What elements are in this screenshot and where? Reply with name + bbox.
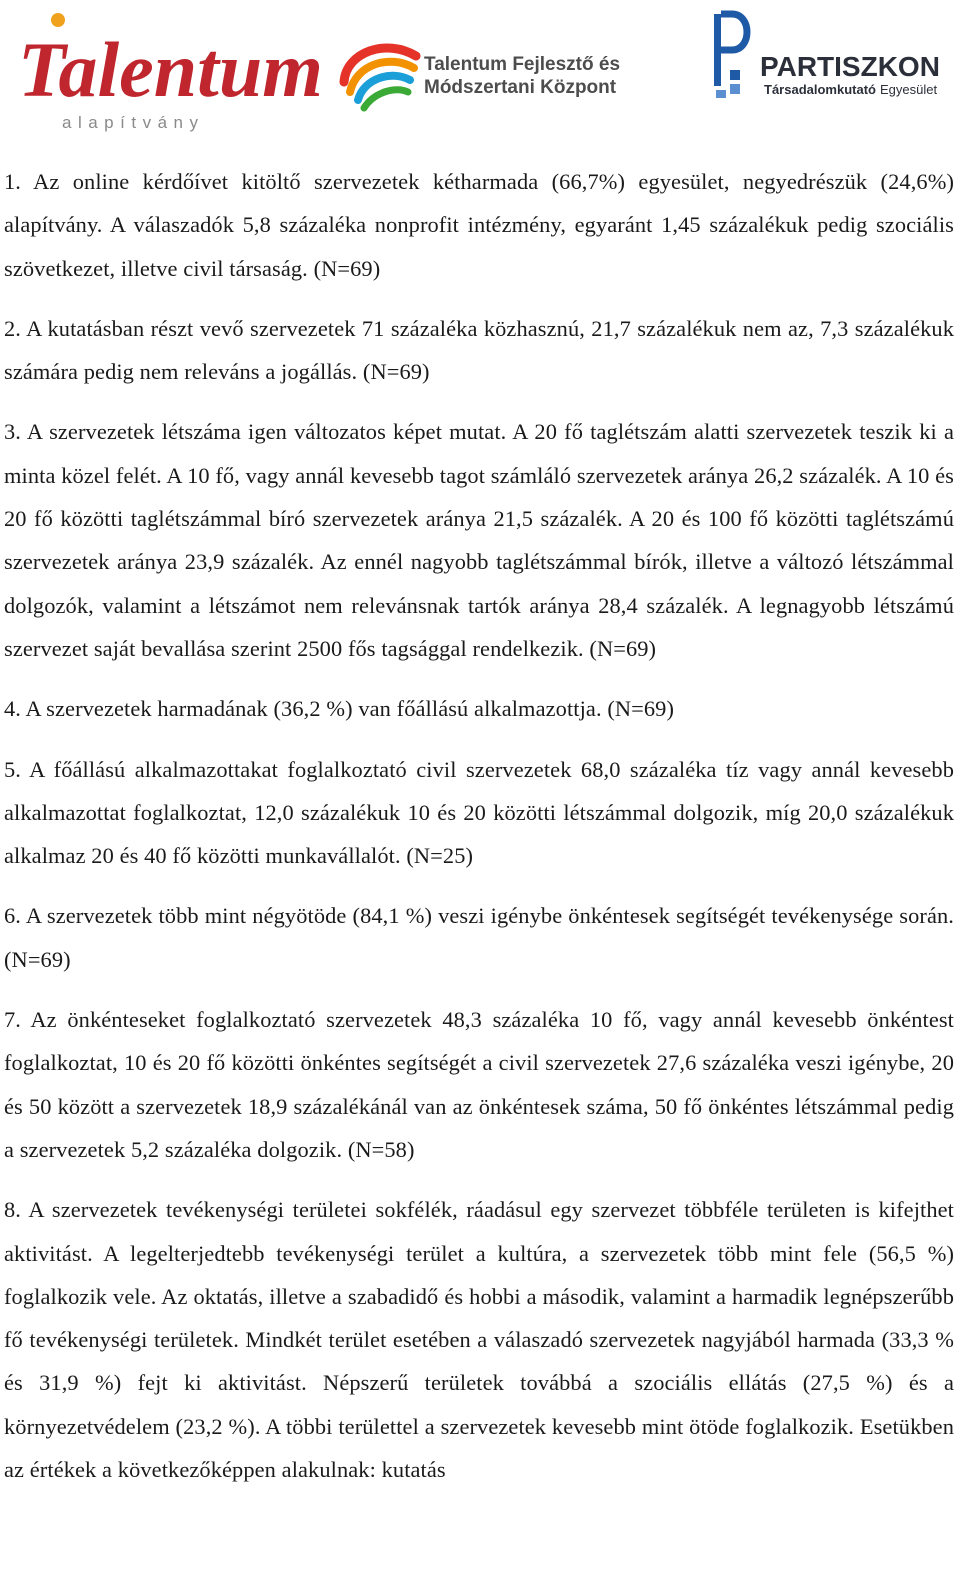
finding-paragraph-4: 4. A szervezetek harmadának (36,2 %) van főállású alkalmazottja. (N=69) (4, 696, 675, 722)
logo-header (0, 0, 960, 150)
finding-paragraph-2: 2. A kutatásban részt vevő szervezetek 71 százaléka közhasznú, 21,7 százalékuk nem az, 7,3 százalékuk számára pedig nem releváns a jogállás. (N=69) (4, 315, 954, 385)
finding-paragraph-3: 3. A szervezetek létszáma igen változatos képet mutat. A 20 fő taglétszám alatti szervezetek teszik ki a minta közel felét. A 10 fő, vagy annál kevesebb tagot számláló szervezetek aránya 26,2 százalék. A 10 és 20 fő közötti taglétszámmal bíró szervezetek aránya 21,5 százalék. A 20 és 100 fő közötti taglétszámú szervezetek aránya 23,9 százalék. Az ennél nagyobb taglétszámmal bírók, illetve a változó létszámmal dolgozók, valamint a létszámot nem relevánsnak tartók aránya 28,4 százalék. A legnagyobb létszámú szervezet saját bevallása szerint 2500 fős tagsággal rendelkezik. (N=69) (4, 419, 954, 661)
finding-paragraph-6: 6. A szervezetek több mint négyötöde (84,1 %) veszi igénybe önkéntesek segítségét tevékenysége során. (N=69) (4, 903, 954, 972)
finding-paragraph-1: 1. Az online kérdőívet kitöltő szervezetek kétharmada (66,7%) egyesület, negyedrészük (24,6%) alapítvány. A válaszadók 5,8 százaléka nonprofit intézmény, egyaránt 1,45 százalékuk pedig szociális szövetkezet, illetve civil társaság. (N=69) (4, 169, 954, 281)
tfmk-logo-line2: Módszertani Központ (424, 77, 617, 98)
talentum-figure-head-icon (51, 13, 65, 27)
partiszkon-logo-subtitle-part1: Társadalomkutató (764, 82, 876, 97)
document-body (4, 160, 954, 1491)
finding-paragraph-7: 7. Az önkénteseket foglalkoztató szervezetek 48,3 százaléka 10 fő, vagy annál kevesebb önkéntest foglalkoztat, 10 és 20 fő közötti önkéntes segítségét a civil szervezetek 27,6 százaléka veszi igénybe, 20 és 50 között a szervezetek 18,9 százalékánál van az önkéntesek száma, 50 fő önkéntes létszámmal pedig a szervezetek 5,2 százaléka dolgozik. (N=58) (4, 1007, 954, 1162)
tfmk-swirl-icon (344, 48, 416, 108)
talentum-logo-name: Talentum (18, 26, 323, 113)
finding-paragraph-8: 8. A szervezetek tevékenységi területei sokfélék, ráadásul egy szervezet többféle területen is kifejthet aktivitást. A legelterjedtebb tevékenységi terület a kultúra, a szervezetek több mint fele (56,5 %) foglalkozik vele. Az oktatás, illetve a szabadidő és hobbi a második, valamint a harmadik legnépszerűbb fő tevékenységi területek. Mindkét terület esetében a válaszadó szervezetek nagyjából harmada (33,3 % és 31,9 %) fejt ki aktivitást. Népszerű területek továbbá a szociális ellátás (27,5 %) és a környezetvédelem (23,2 %). A többi területtel a szervezetek kevesebb mint ötöde foglalkozik. Esetükben az értékek a következőképpen alakulnak: kutatás (4, 1197, 954, 1483)
partiszkon-logo-name: PARTISZKON (760, 51, 940, 82)
tfmk-logo (334, 34, 624, 118)
partiszkon-logo-subtitle-part2: Egyesület (880, 82, 938, 97)
tfmk-logo-line1: Talentum Fejlesztő és (424, 54, 621, 75)
partiszkon-logo (708, 10, 948, 102)
partiszkon-p-mark-icon (714, 14, 747, 98)
talentum-logo-subtitle: alapítvány (62, 113, 205, 132)
finding-paragraph-5: 5. A főállású alkalmazottakat foglalkoztató civil szervezetek 68,0 százaléka tíz vagy annál kevesebb alkalmazottat foglalkoztat, 12,0 százalékuk 10 és 20 közötti létszámmal dolgozik, míg 20,0 százalékuk alkalmaz 20 és 40 fő közötti munkavállalót. (N=25) (4, 756, 954, 869)
talentum-logo (14, 8, 323, 138)
